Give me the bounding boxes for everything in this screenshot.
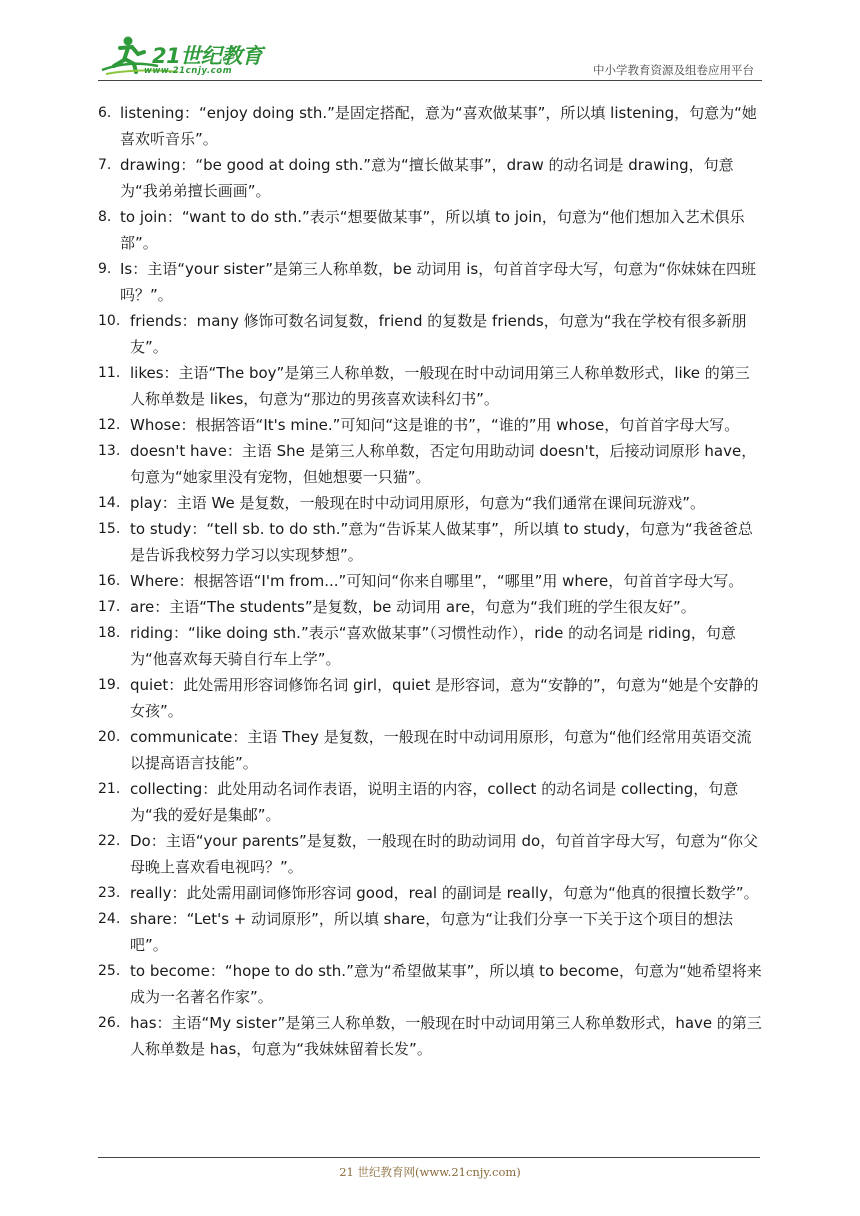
- list-item: [98, 594, 764, 620]
- item-text: has：主语“My sister”是第三人称单数，一般现在时中动词用第三人称单数形式，have 的第三人称单数是 has，句意为“我妹妹留着长发”。: [130, 1014, 762, 1058]
- item-text: communicate：主语 They 是复数，一般现在时中动词用原形，句意为“他们经常用英语交流以提高语言技能”。: [130, 728, 752, 772]
- list-item: [98, 568, 764, 594]
- page-footer: 21 世纪教育网(www.21cnjy.com): [339, 1165, 521, 1179]
- item-text: friends：many 修饰可数名词复数，friend 的复数是 friends，句意为“我在学校有很多新朋友”。: [130, 312, 747, 356]
- item-number: 25.: [98, 963, 121, 979]
- item-text: share：“Let's + 动词原形”，所以填 share，句意为“让我们分享一下关于这个项目的想法吧”。: [130, 910, 734, 954]
- list-item: [98, 516, 764, 568]
- item-number: 18.: [98, 625, 121, 641]
- item-number: 12.: [98, 417, 121, 433]
- item-number: 24.: [98, 911, 121, 927]
- item-number: 26.: [98, 1015, 121, 1031]
- item-number: 23.: [98, 885, 121, 901]
- item-text: quiet：此处需用形容词修饰名词 girl，quiet 是形容词，意为“安静的”，句意为“她是个安静的女孩”。: [130, 676, 759, 720]
- item-text: collecting：此处用动名词作表语，说明主语的内容，collect 的动名词是 collecting，句意为“我的爱好是集邮”。: [130, 780, 739, 824]
- item-text: riding：“like doing sth.”表示“喜欢做某事”（习惯性动作），ride 的动名词是 riding，句意为“他喜欢每天骑自行车上学”。: [130, 624, 736, 668]
- item-text: drawing：“be good at doing sth.”意为“擅长做某事”，draw 的动名词是 drawing，句意为“我弟弟擅长画画”。: [120, 156, 734, 200]
- item-number: 9.: [98, 261, 112, 277]
- item-text: Is：主语“your sister”是第三人称单数，be 动词用 is，句首首字母大写，句意为“你妹妹在四班吗？”。: [120, 260, 757, 304]
- item-text: doesn't have：主语 She 是第三人称单数，否定句用助动词 doesn't，后接动词原形 have，句意为“她家里没有宠物，但她想要一只猫”。: [130, 442, 757, 486]
- list-item: [98, 828, 764, 880]
- list-item: [98, 490, 764, 516]
- list-item: [98, 724, 764, 776]
- list-item: [98, 1010, 764, 1062]
- list-item: [98, 880, 764, 906]
- item-text: to join：“want to do sth.”表示“想要做某事”，所以填 to join，句意为“他们想加入艺术俱乐部”。: [120, 208, 745, 252]
- item-number: 22.: [98, 833, 121, 849]
- list-item: [98, 100, 764, 152]
- list-item: [98, 620, 764, 672]
- list-item: [98, 672, 764, 724]
- item-number: 14.: [98, 495, 121, 511]
- item-text: likes：主语“The boy”是第三人称单数，一般现在时中动词用第三人称单数形式，like 的第三人称单数是 likes，句意为“那边的男孩喜欢读科幻书”。: [130, 364, 750, 408]
- item-number: 8.: [98, 209, 112, 225]
- item-number: 21.: [98, 781, 121, 797]
- item-number: 10.: [98, 313, 121, 329]
- site-logo[interactable]: [98, 32, 298, 78]
- item-number: 6.: [98, 105, 112, 121]
- item-number: 7.: [98, 157, 112, 173]
- list-item: [98, 204, 764, 256]
- item-number: 11.: [98, 365, 121, 381]
- list-item: [98, 256, 764, 308]
- list-item: [98, 360, 764, 412]
- item-text: really：此处需用副词修饰形容词 good，real 的副词是 really，句意为“他真的很擅长数学”。: [130, 884, 759, 902]
- item-text: to study：“tell sb. to do sth.”意为“告诉某人做某事”，所以填 to study，句意为“我爸爸总是告诉我校努力学习以实现梦想”。: [130, 520, 753, 564]
- list-item: [98, 438, 764, 490]
- header-tagline: 中小学教育资源及组卷应用平台: [593, 63, 754, 77]
- item-number: 13.: [98, 443, 121, 459]
- item-text: are：主语“The students”是复数，be 动词用 are，句意为“我们班的学生很友好”。: [130, 598, 696, 616]
- item-number: 17.: [98, 599, 121, 615]
- item-text: to become：“hope to do sth.”意为“希望做某事”，所以填 to become，句意为“她希望将来成为一名著名作家”。: [130, 962, 762, 1006]
- answer-list: [98, 100, 764, 1062]
- list-item: [98, 906, 764, 958]
- list-item: [98, 308, 764, 360]
- list-item: [98, 152, 764, 204]
- logo-url: www.21cnjy.com: [144, 66, 233, 76]
- item-number: 15.: [98, 521, 121, 537]
- list-item: [98, 776, 764, 828]
- logo-text: 21世纪教育: [152, 44, 263, 68]
- item-number: 19.: [98, 677, 121, 693]
- item-number: 16.: [98, 573, 121, 589]
- item-text: Do：主语“your parents”是复数，一般现在时的助动词用 do，句首首字母大写，句意为“你父母晚上喜欢看电视吗？”。: [130, 832, 758, 876]
- item-text: play：主语 We 是复数，一般现在时中动词用原形，句意为“我们通常在课间玩游戏”。: [130, 494, 706, 512]
- footer-divider: [98, 1157, 760, 1158]
- item-number: 20.: [98, 729, 121, 745]
- item-text: Whose：根据答语“It's mine.”可知问“这是谁的书”，“谁的”用 whose，句首首字母大写。: [130, 416, 740, 434]
- page-header: [98, 30, 762, 81]
- list-item: [98, 412, 764, 438]
- item-text: listening：“enjoy doing sth.”是固定搭配，意为“喜欢做某事”，所以填 listening，句意为“她喜欢听音乐”。: [120, 104, 757, 148]
- list-item: [98, 958, 764, 1010]
- item-text: Where：根据答语“I'm from...”可知问“你来自哪里”，“哪里”用 where，句首首字母大写。: [130, 572, 744, 590]
